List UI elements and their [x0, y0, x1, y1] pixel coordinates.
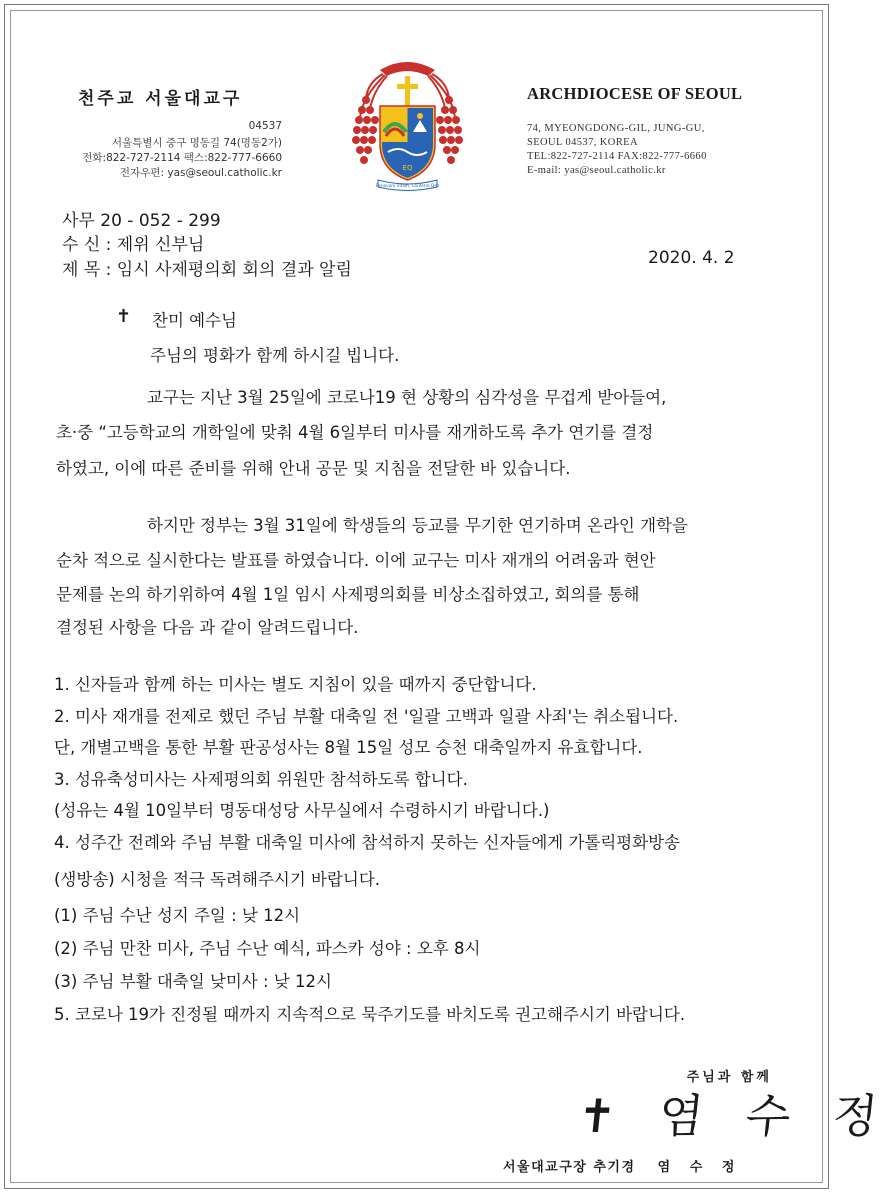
- signature-closing: 주님과 함께: [686, 1070, 772, 1085]
- paragraph-1-line: 초·중 “고등학교의 개학일에 맞춰 4월 6일부터 미사를 재개하도록 추가 연기를 결정: [56, 423, 654, 442]
- signature-title: 서울대교구장 추기경: [503, 1160, 636, 1175]
- letterhead-ko-email: 전자우편: yas@seoul.catholic.kr: [119, 167, 282, 179]
- list-item: (1) 주님 수난 성지 주일 : 낮 12시: [54, 906, 301, 925]
- letterhead-ko-title: 천주교 서울대교구: [78, 89, 243, 109]
- paragraph-2-line: 하지만 정부는 3월 31일에 학생들의 등교를 무기한 연기하며 온라인 개학을: [147, 516, 688, 535]
- signature-name: 염 수 정: [657, 1160, 736, 1175]
- archdiocese-coat-of-arms: [350, 52, 465, 192]
- list-item: (3) 주님 부활 대축일 낮미사 : 낮 12시: [54, 972, 332, 991]
- list-item: 5. 코로나 19가 진정될 때까지 지속적으로 묵주기도를 바치도록 권고해주시기 바랍니다.: [54, 1005, 686, 1024]
- paragraph-2-line: 문제를 논의 하기위하여 4월 1일 임시 사제평의회를 비상소집하였고, 회의를 통해: [56, 585, 640, 604]
- emblem-shield-text: EQ: [402, 164, 413, 172]
- subject: 제 목 : 임시 사제평의회 회의 결과 알림: [62, 260, 352, 280]
- letterhead-en-title: ARCHDIOCESE OF SEOUL: [527, 84, 743, 103]
- letterhead-en-address-2: SEOUL 04537, KOREA: [527, 137, 638, 148]
- paragraph-2-line: 결정된 사항을 다음 과 같이 알려드립니다.: [56, 618, 359, 637]
- document-number: 사무 20 - 052 - 299: [62, 211, 221, 231]
- greeting-line-2: 주님의 평화가 함께 하시길 빕니다.: [150, 346, 400, 365]
- list-item: 1. 신자들과 함께 하는 미사는 별도 지침이 있을 때까지 중단합니다.: [54, 675, 537, 694]
- list-item: 4. 성주간 전례와 주님 부활 대축일 미사에 참석하지 못하는 신자들에게 가톨릭평화방송: [54, 833, 681, 852]
- signature-title-name: [503, 1156, 736, 1175]
- paragraph-2-line: 순차 적으로 실시한다는 발표를 하였습니다. 이에 교구는 미사 재개의 어려움과 현안: [56, 551, 656, 570]
- paragraph-1-line: 교구는 지난 3월 25일에 코로나19 현 상황의 심각성을 무겁게 받아들여,: [147, 388, 667, 407]
- letterhead-ko-postal: 04537: [248, 120, 282, 132]
- paragraph-1-line: 하였고, 이에 따른 준비를 위해 안내 공문 및 지침을 전달한 바 있습니다.: [56, 459, 571, 478]
- letterhead-ko-phone: 전화:822-727-2114 팩스:822-777-6660: [82, 152, 282, 164]
- letterhead-ko-address: 서울특별시 중구 명동길 74(명동2가): [111, 137, 282, 149]
- letterhead-en-phone: TEL:822-727-2114 FAX:822-777-6660: [527, 151, 707, 162]
- list-item: (생방송) 시청을 적극 독려해주시기 바랍니다.: [54, 870, 381, 889]
- list-item: (2) 주님 만찬 미사, 주님 수난 예식, 파스카 성야 : 오후 8시: [54, 939, 481, 958]
- cross-icon: ✝: [116, 306, 132, 327]
- list-item: 2. 미사 재개를 전제로 했던 주님 부활 대축일 전 '일괄 고백과 일괄 사죄'는 취소됩니다.: [54, 707, 679, 726]
- letterhead-en-address-1: 74, MYEONGDONG-GIL, JUNG-GU,: [527, 123, 705, 134]
- handwritten-signature: ✝ 염 수 정: [574, 1089, 895, 1143]
- recipient: 수 신 : 제위 신부님: [62, 235, 205, 255]
- emblem-motto: Renovare Vitam, Conferre Deo: [375, 183, 440, 188]
- list-item: (성유는 4월 10일부터 명동대성당 사무실에서 수령하시기 바랍니다.): [54, 801, 550, 820]
- document-date: 2020. 4. 2: [648, 248, 735, 268]
- list-item: 단, 개별고백을 통한 부활 판공성사는 8월 15일 성모 승천 대축일까지 유효합니다.: [54, 738, 643, 757]
- greeting-line-1: 찬미 예수님: [152, 311, 237, 330]
- letterhead-en-email: E-mail: yas@seoul.catholic.kr: [527, 165, 666, 176]
- list-item: 3. 성유축성미사는 사제평의회 위원만 참석하도록 합니다.: [54, 770, 468, 789]
